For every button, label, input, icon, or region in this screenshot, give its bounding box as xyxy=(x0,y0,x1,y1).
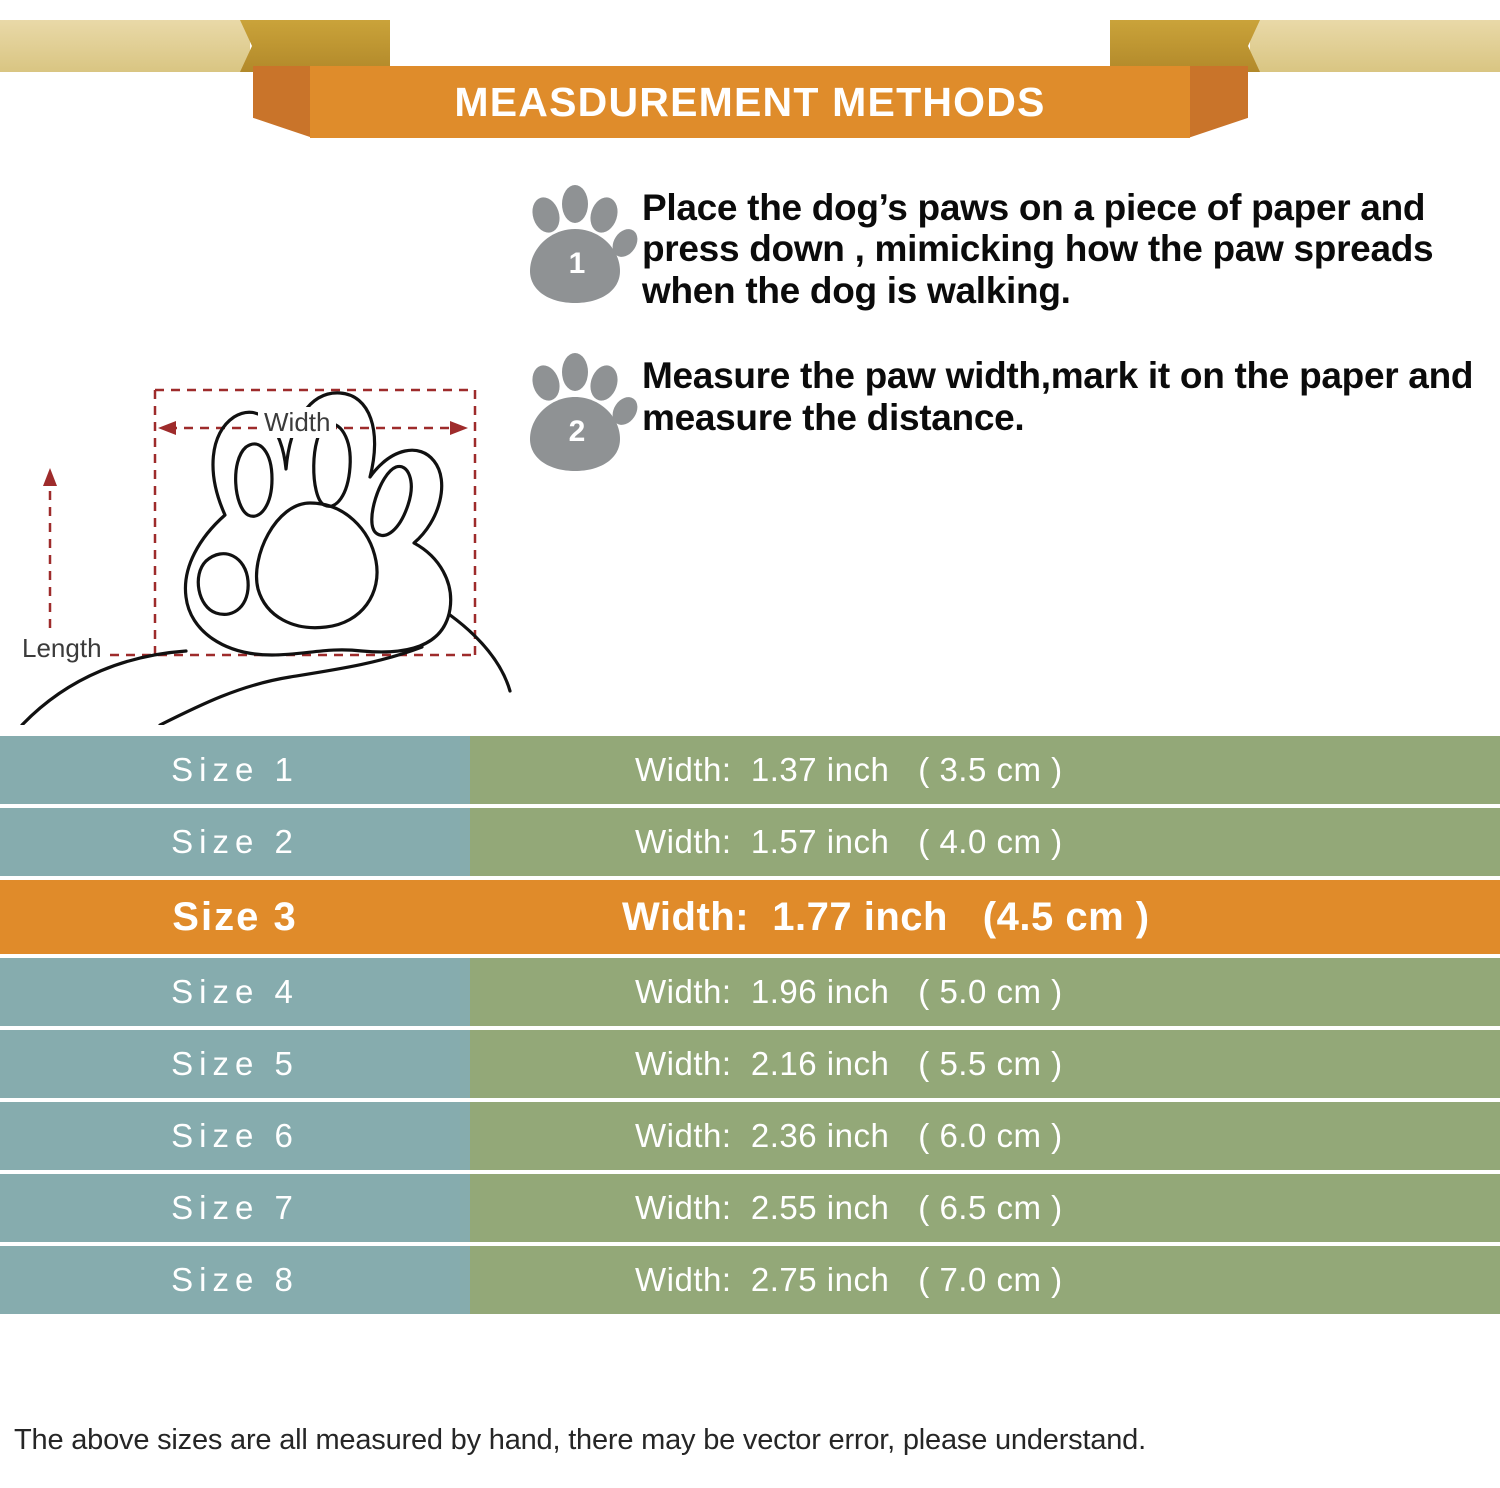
table-row xyxy=(0,808,1500,876)
paw-measurement-diagram xyxy=(10,185,550,725)
ribbon-right xyxy=(1110,20,1260,72)
measurement-cell: Width: 2.16 inch ( 5.5 cm ) xyxy=(470,1030,1500,1098)
instructions-section xyxy=(0,175,1500,735)
length-label: Length xyxy=(16,633,108,664)
size-cell: Size 1 xyxy=(0,736,470,804)
size-cell: Size 8 xyxy=(0,1246,470,1314)
step-item xyxy=(512,185,1482,311)
width-label: Width xyxy=(258,407,336,438)
measurement-cell: Width: 1.37 inch ( 3.5 cm ) xyxy=(470,736,1500,804)
step-number: 1 xyxy=(568,247,586,280)
banner-title-box xyxy=(310,66,1190,138)
measurement-cell: Width: 1.96 inch ( 5.0 cm ) xyxy=(470,958,1500,1026)
banner-fold-right xyxy=(1188,66,1248,138)
table-row-highlighted xyxy=(0,880,1500,954)
table-row xyxy=(0,1174,1500,1242)
measurement-cell: Width: 1.77 inch (4.5 cm ) xyxy=(470,880,1500,954)
banner xyxy=(0,8,1500,163)
table-row xyxy=(0,736,1500,804)
size-cell: Size 5 xyxy=(0,1030,470,1098)
size-cell: Size 3 xyxy=(0,880,470,954)
ribbon-tail-right xyxy=(1250,20,1500,72)
step-text: Place the dog’s paws on a piece of paper and press down , mimicking how the paw spreads when the dog is walking. xyxy=(642,187,1434,311)
footnote: The above sizes are all measured by hand, there may be vector error, please understand. xyxy=(14,1424,1146,1456)
measurement-cell: Width: 2.36 inch ( 6.0 cm ) xyxy=(470,1102,1500,1170)
size-cell: Size 6 xyxy=(0,1102,470,1170)
measurement-cell: Width: 2.55 inch ( 6.5 cm ) xyxy=(470,1174,1500,1242)
table-row xyxy=(0,1246,1500,1314)
paw-step-icon xyxy=(512,353,642,478)
page-title: MEASDUREMENT METHODS xyxy=(454,78,1046,125)
table-row xyxy=(0,958,1500,1026)
paw-step-icon xyxy=(512,185,642,310)
size-cell: Size 7 xyxy=(0,1174,470,1242)
banner-fold-left xyxy=(253,66,313,138)
table-row xyxy=(0,1102,1500,1170)
measurement-cell: Width: 2.75 inch ( 7.0 cm ) xyxy=(470,1246,1500,1314)
ribbon-tail-left xyxy=(0,20,250,72)
step-text: Measure the paw width,mark it on the paper and measure the distance. xyxy=(642,355,1474,438)
size-table xyxy=(0,736,1500,1318)
step-number: 2 xyxy=(568,415,586,449)
size-cell: Size 4 xyxy=(0,958,470,1026)
ribbon-left xyxy=(240,20,390,72)
size-cell: Size 2 xyxy=(0,808,470,876)
step-item xyxy=(512,353,1482,478)
measurement-cell: Width: 1.57 inch ( 4.0 cm ) xyxy=(470,808,1500,876)
steps-list xyxy=(512,185,1482,520)
table-row xyxy=(0,1030,1500,1098)
